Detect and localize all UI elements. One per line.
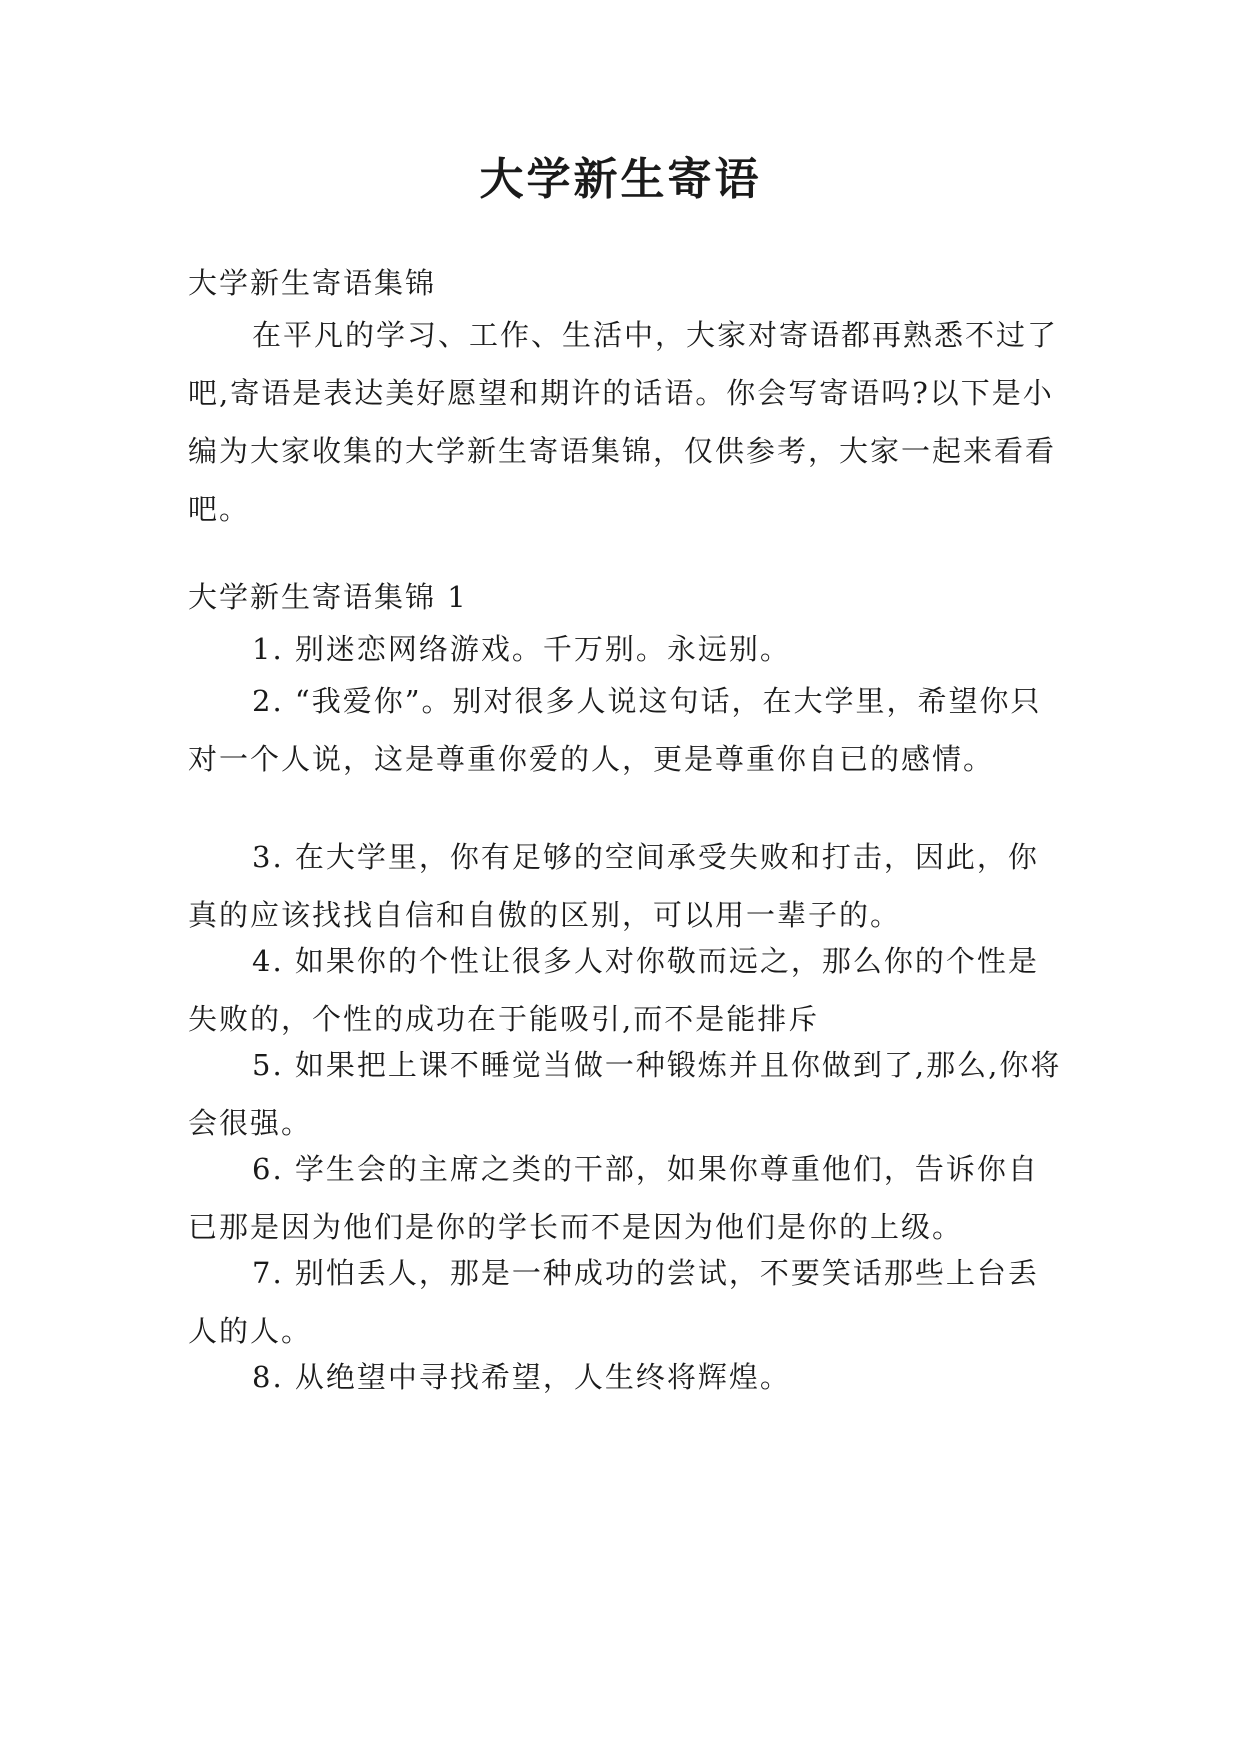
list-item: 8. 从绝望中寻找希望，人生终将辉煌。 — [252, 1360, 791, 1394]
section-heading: 大学新生寄语集锦 1 — [188, 580, 468, 614]
intro-paragraph: 在平凡的学习、工作、生活中，大家对寄语都再熟悉不过了吧,寄语是表达美好愿望和期许的话语。你会写寄语吗?以下是小编为大家收集的大学新生寄语集锦，仅供参考，大家一起来看看吧。 — [188, 318, 1059, 526]
list-item: 3. 在大学里，你有足够的空间承受失败和打击，因此，你真的应该找找自信和自傲的区别，可以用一辈子的。 — [188, 840, 1039, 932]
document-title: 大学新生寄语 — [479, 154, 762, 205]
list-item: 4. 如果你的个性让很多人对你敬而远之，那么你的个性是失败的，个性的成功在于能吸引,而不是能排斥 — [188, 944, 1039, 1036]
list-item: 6. 学生会的主席之类的干部，如果你尊重他们，告诉你自已那是因为他们是你的学长而不是因为他们是你的上级。 — [188, 1152, 1039, 1244]
list-item: 1. 别迷恋网络游戏。千万别。永远别。 — [252, 632, 791, 666]
list-item: 5. 如果把上课不睡觉当做一种锻炼并且你做到了,那么,你将会很强。 — [188, 1048, 1062, 1140]
subtitle: 大学新生寄语集锦 — [188, 266, 437, 300]
list-item: 2. “我爱你”。别对很多人说这句话，在大学里，希望你只对一个人说，这是尊重你爱的人，更是尊重你自已的感情。 — [188, 684, 1042, 776]
list-item: 7. 别怕丢人，那是一种成功的尝试，不要笑话那些上台丢人的人。 — [188, 1256, 1039, 1348]
